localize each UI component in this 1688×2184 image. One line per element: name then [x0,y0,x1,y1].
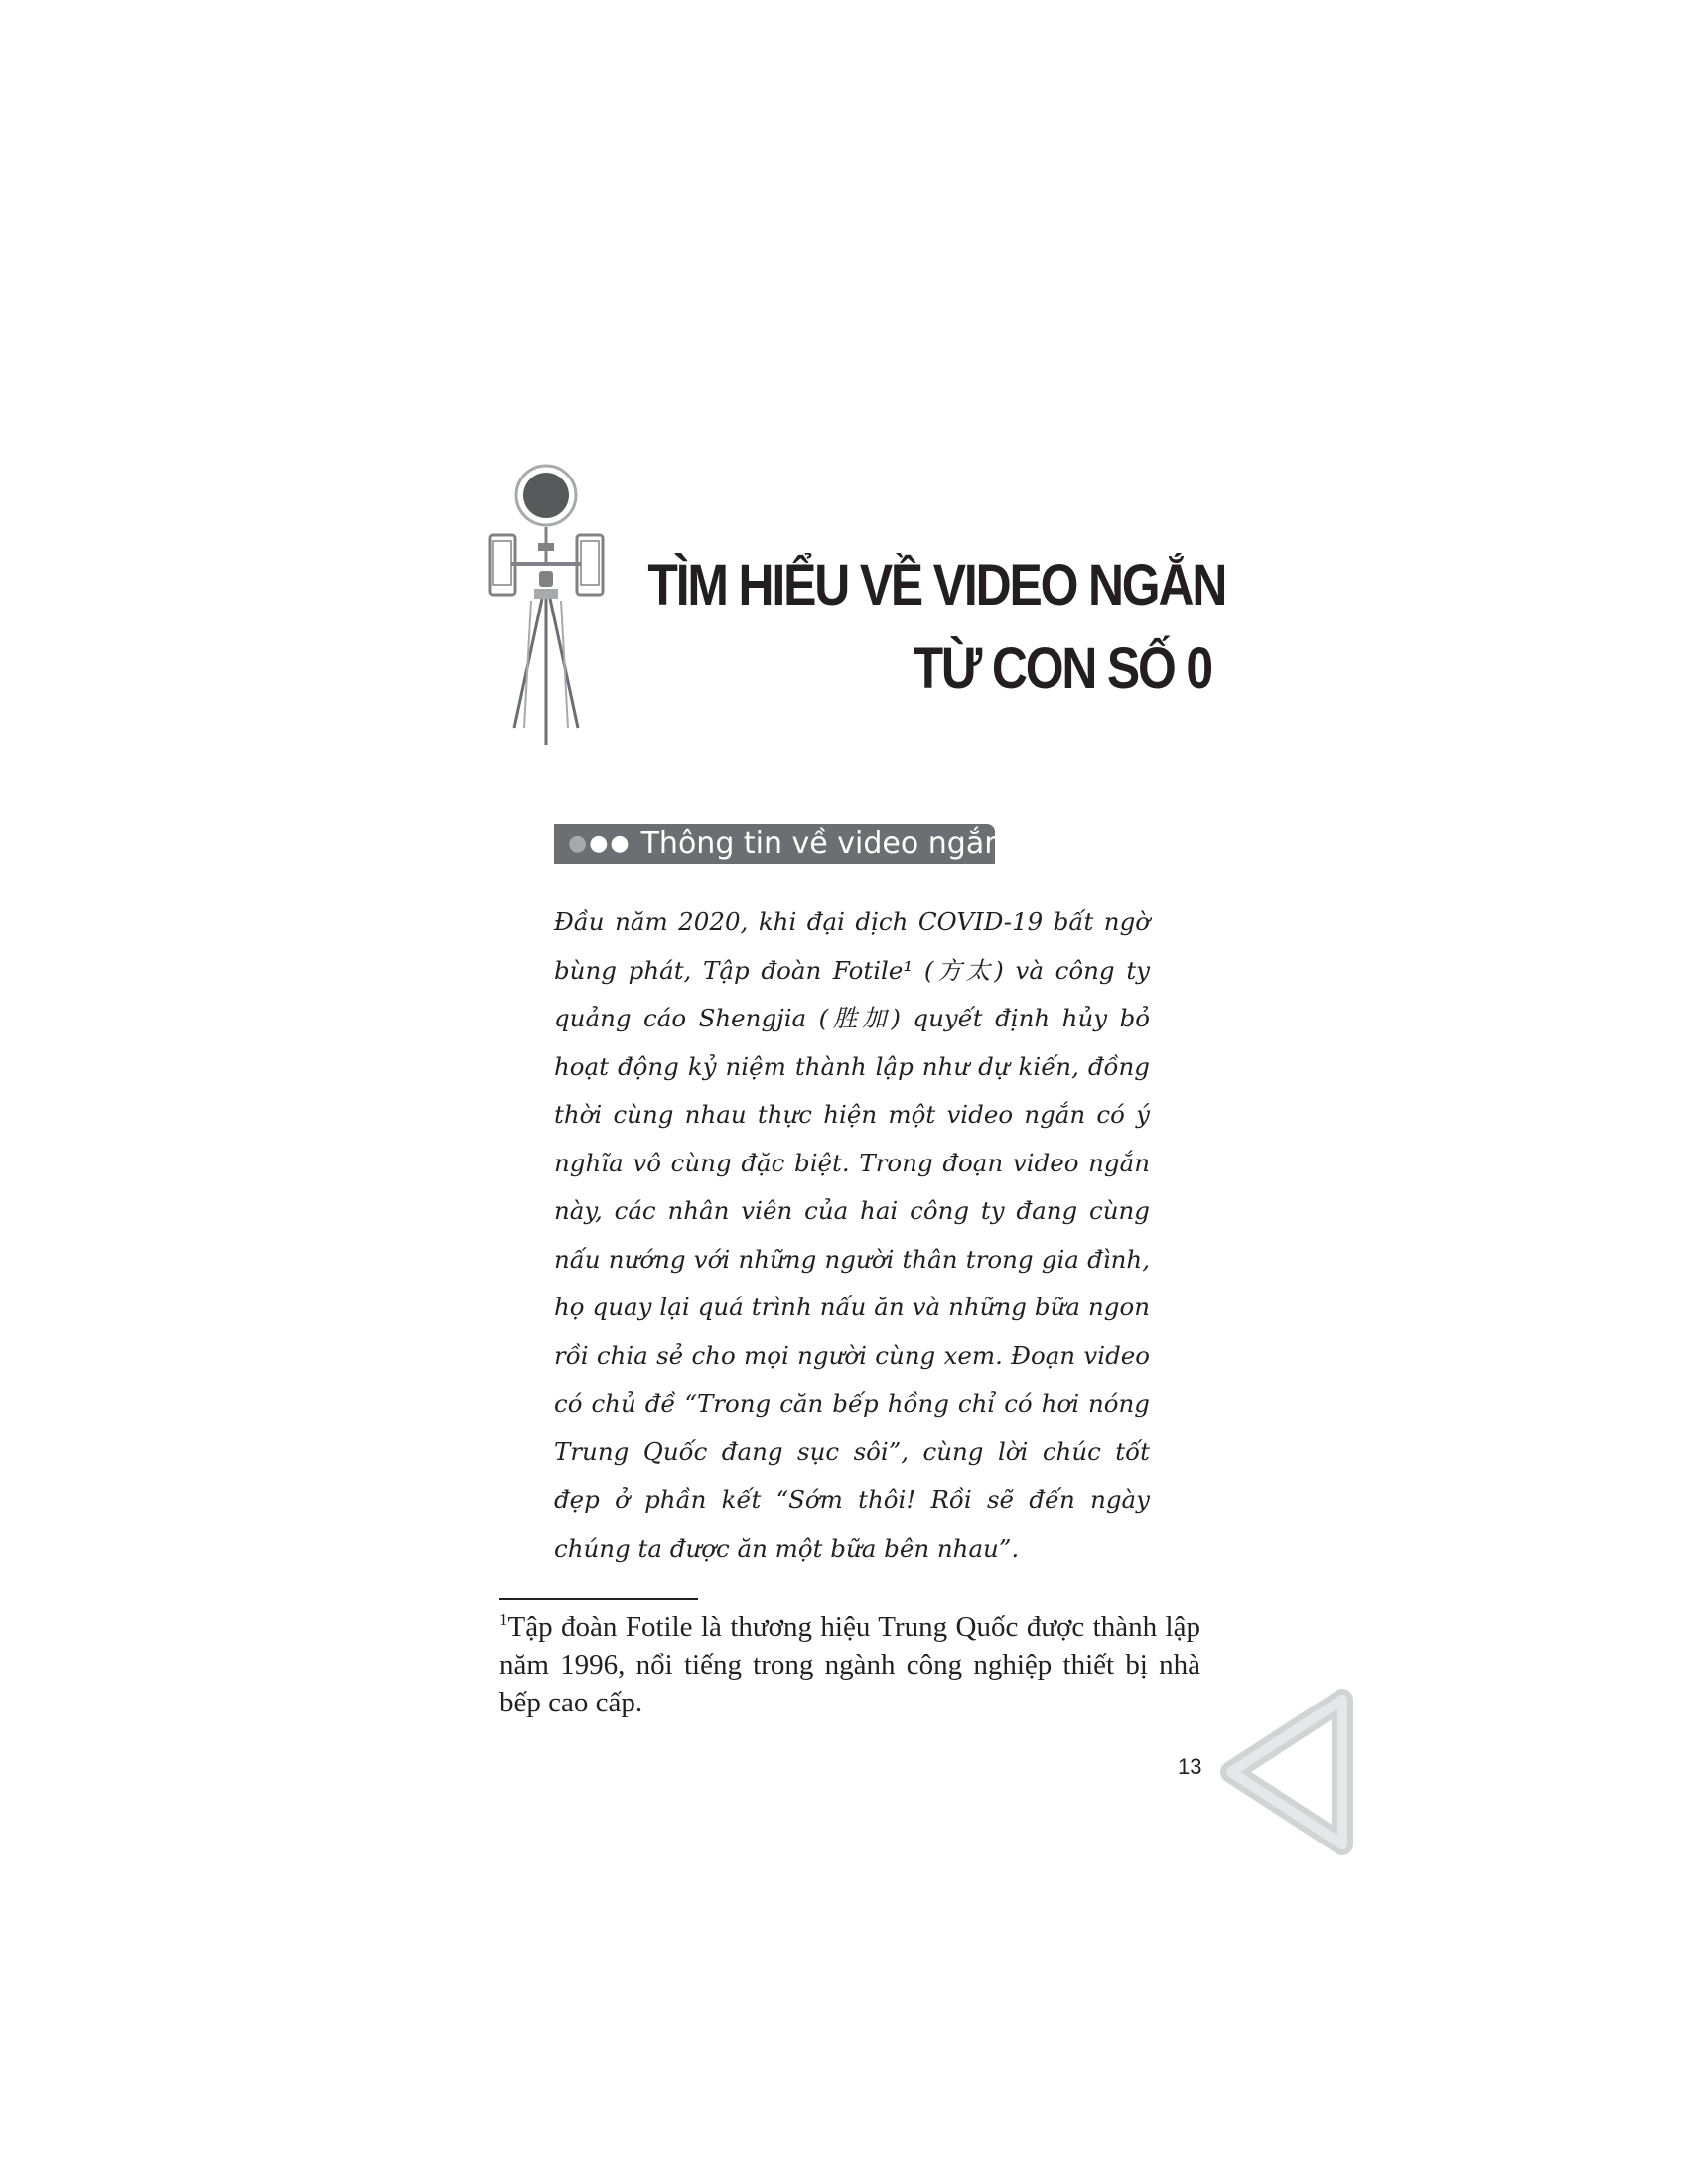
page-number: 13 [1178,1754,1202,1779]
camera-tripod-illustration-icon [487,462,616,759]
dots-icon: ●●● [568,831,632,856]
footnote-text: Tập đoàn Fotile là thương hiệu Trung Quốc được thành lập năm 1996, nổi tiếng trong ngành công nghiệp thiết bị nhà bếp cao cấp. [499,1611,1200,1718]
body-paragraph: Đầu năm 2020, khi đại dịch COVID-19 bất ngờ bùng phát, Tập đoàn Fotile¹ (方太) và công ty quảng cáo Shengjia (胜加) quyết định hủy bỏ hoạt động kỷ niệm thành lập như dự kiến, đồng thời cùng nhau thực hiện một video ngắn có ý nghĩa vô cùng đặc biệt. Trong đoạn video ngắn này, các nhân viên của hai công ty đang cùng nấu nướng với những người thân trong gia đình, họ quay lại quá trình nấu ăn và những bữa ngon rồi chia sẻ cho mọi người cùng xem. Đoạn video có chủ đề “Trong căn bếp hồng chỉ có hơi nóng Trung Quốc đang sục sôi”, cùng lời chúc tốt đẹp ở phần kết “Sớm thôi! Rồi sẽ đến ngày chúng ta được ăn một bữa bên nhau”. [554,907,1151,1563]
section-heading [554,824,1004,864]
section-heading-text: Thông tin về video ngắn [640,826,1004,861]
footnote-marker: 1 [499,1610,508,1629]
chapter-title-line-2: TỪ CON SỐ 0 [913,636,1211,701]
chapter-title [647,544,1226,711]
footnote-divider [499,1598,698,1600]
footnote [499,1608,1200,1721]
triangle-play-icon [1213,1688,1362,1856]
chapter-title-line-1: TÌM HIỂU VỀ VIDEO NGẮN [647,553,1226,617]
